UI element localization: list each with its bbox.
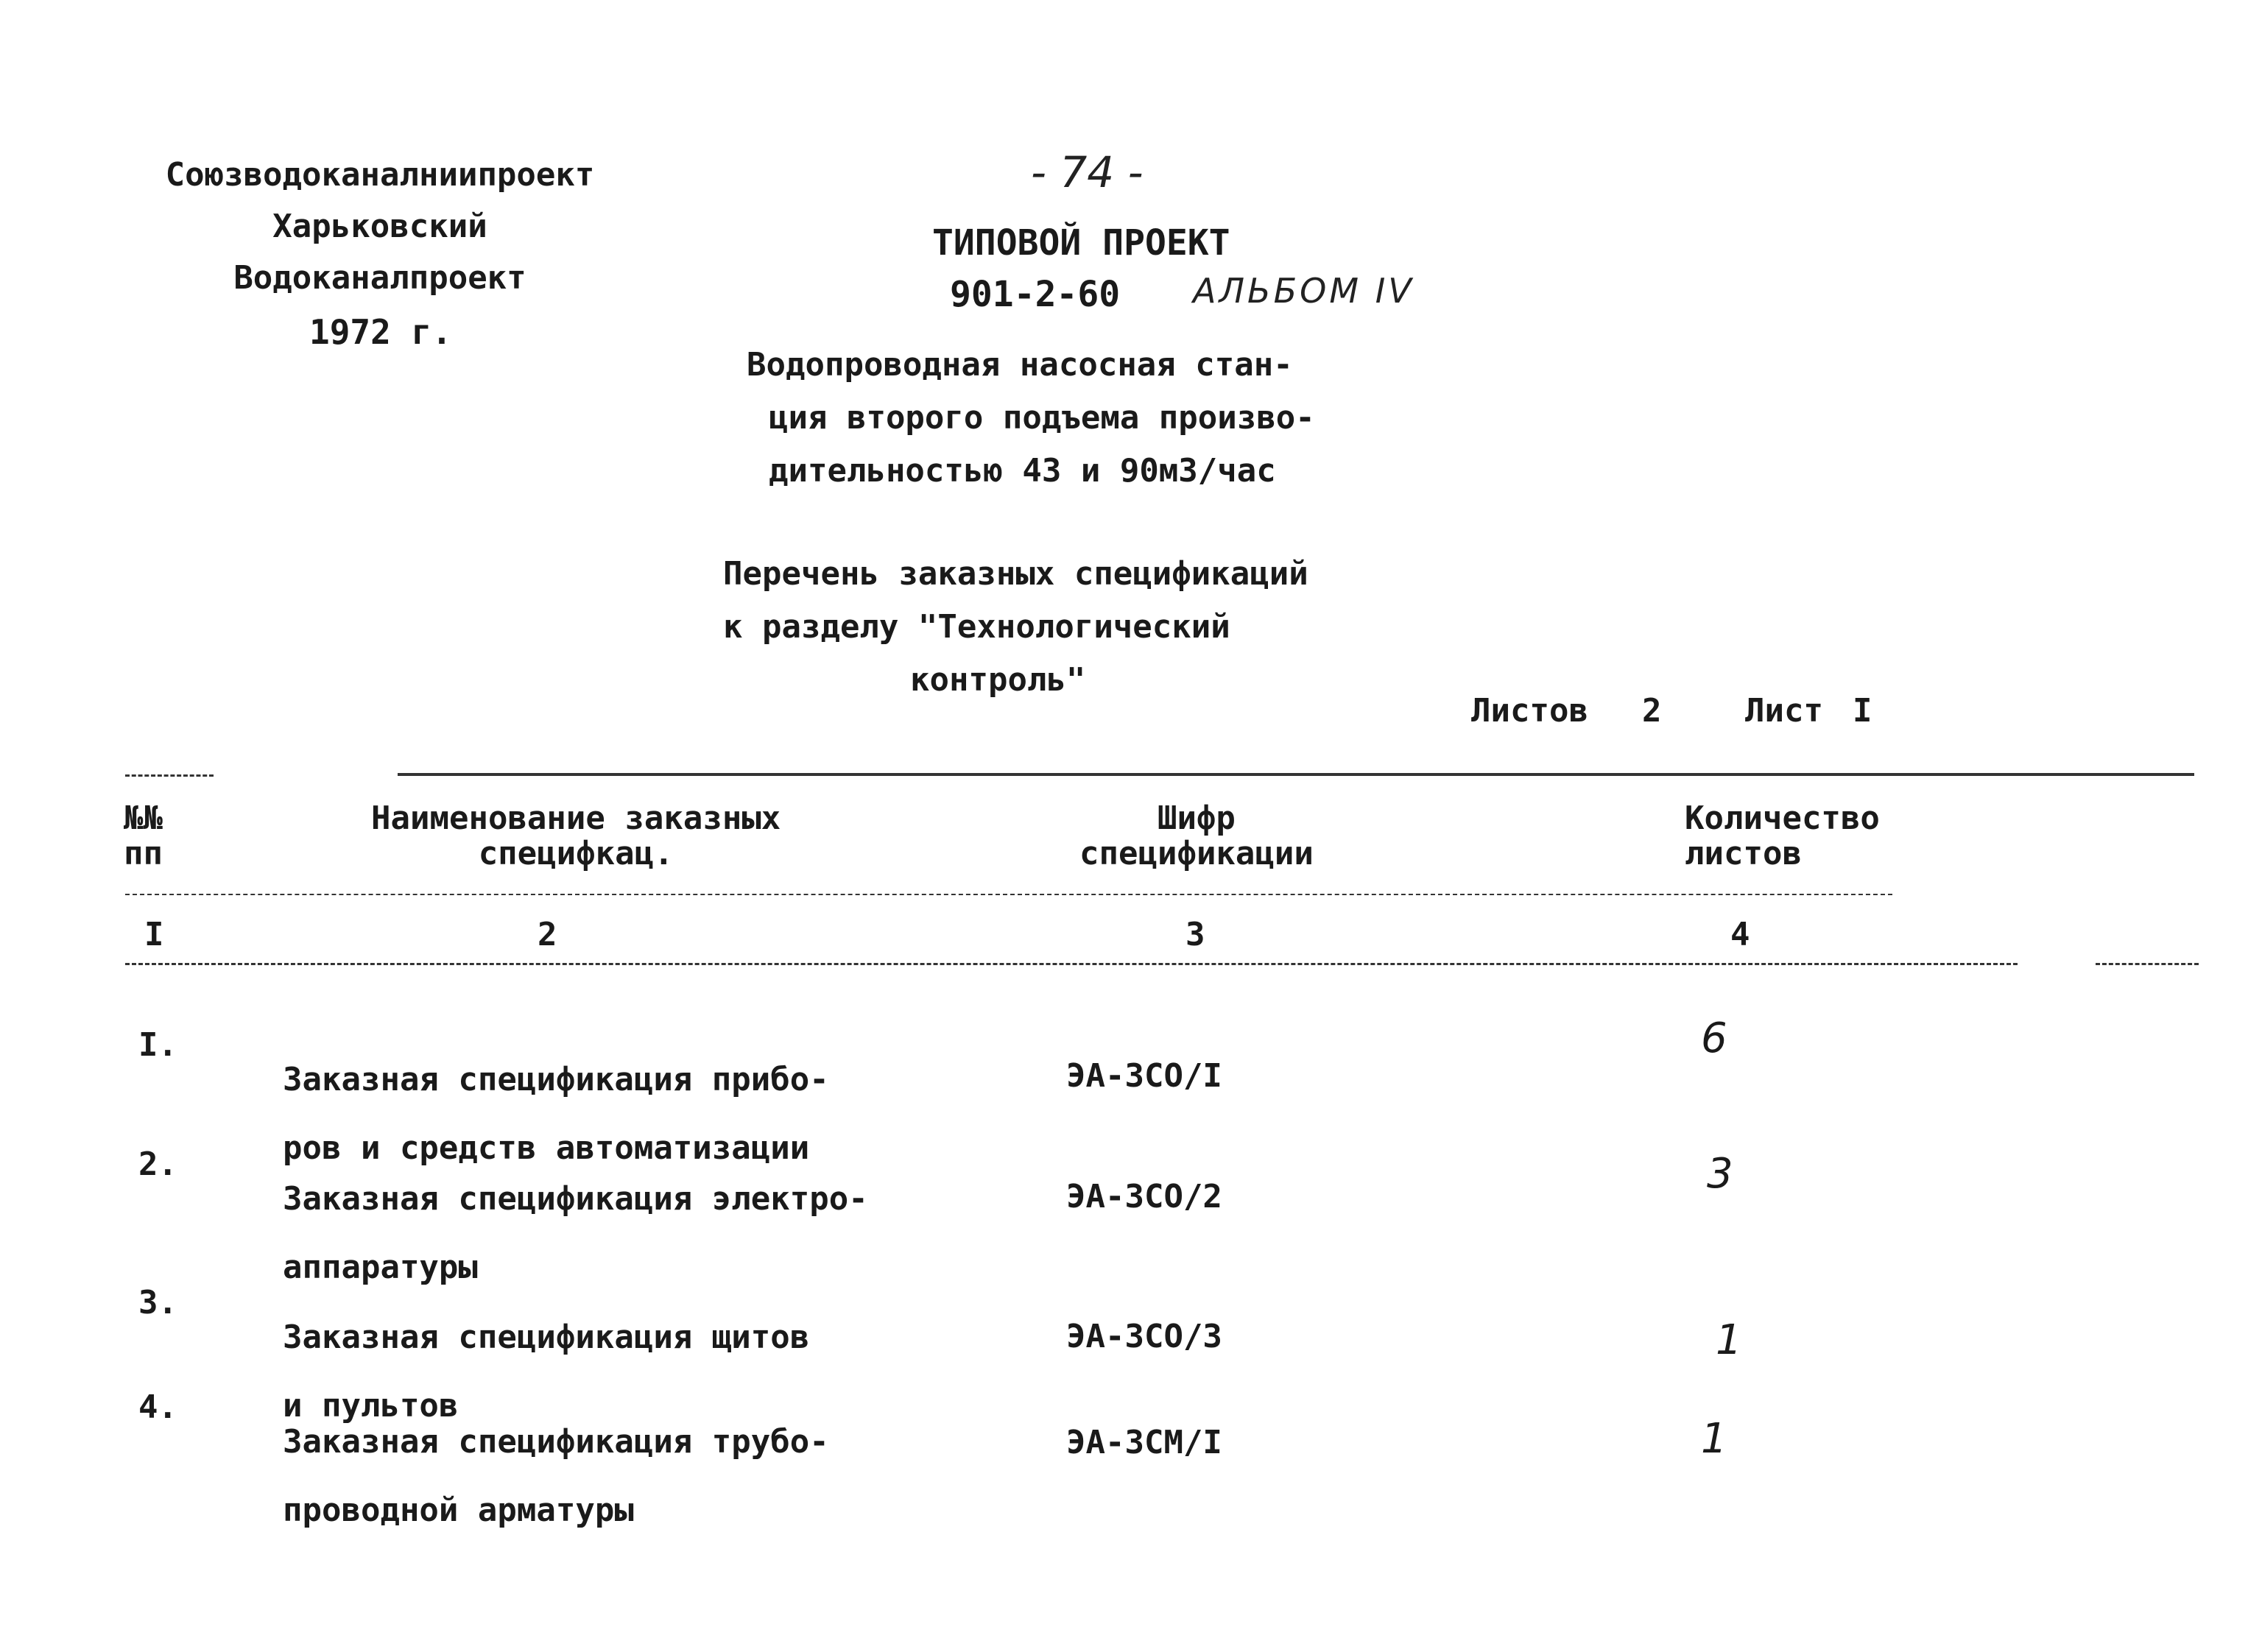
org-branch: Харьковский (272, 208, 487, 245)
row-number: 2. (138, 1146, 177, 1183)
table-top-rule-left (125, 774, 214, 777)
row-name-line1: Заказная спецификация электро- (283, 1180, 868, 1218)
row-code: ЭА-3СО/2 (1066, 1178, 1222, 1215)
project-title-line2: ция второго подъема произво- (769, 399, 1315, 437)
sheet-label: Лист (1745, 692, 1823, 730)
project-title-line1: Водопроводная насосная стан- (747, 346, 1293, 384)
row-number: I. (138, 1026, 177, 1064)
org-name: Союзводоканалниипроект (165, 156, 595, 194)
row-name-line2: проводной арматуры (283, 1491, 634, 1529)
row-code: ЭА-3СО/3 (1066, 1318, 1222, 1355)
list-title-line1: Перечень заказных спецификаций (723, 555, 1308, 593)
col-header-code-l1: Шифр (1157, 799, 1236, 837)
row-code: ЭА-3СМ/I (1066, 1424, 1222, 1461)
col-header-count-l2: листов (1685, 835, 1802, 873)
row-name-line1: Заказная спецификация щитов (283, 1319, 810, 1357)
row-name-line2: аппаратуры (283, 1248, 478, 1286)
row-name-line2: ров и средств автоматизации (283, 1129, 810, 1167)
col-header-code (1079, 801, 1314, 872)
col-number-1: I (144, 916, 164, 953)
header-separator (125, 894, 1892, 895)
row-count: 1 (1716, 1316, 1742, 1364)
column-number-separator (125, 963, 2018, 965)
col-header-name-l1: Наименование заказных (371, 799, 781, 837)
list-title-line2: к разделу "Технологический (723, 608, 1230, 646)
col-header-num (124, 801, 163, 872)
row-count: 3 (1707, 1150, 1733, 1198)
list-title-line3: контроль" (910, 661, 1086, 699)
col-header-num-l1: №№ (124, 799, 163, 837)
col-header-count-l1: Количество (1685, 799, 1880, 837)
sheets-label: Листов (1471, 692, 1588, 730)
org-year: 1972 г. (309, 312, 452, 352)
project-code: 901-2-60 (950, 274, 1121, 315)
row-number: 3. (138, 1284, 177, 1321)
row-name-line1: Заказная спецификация трубо- (283, 1423, 829, 1461)
row-name (283, 1386, 829, 1561)
table-top-rule (398, 773, 2194, 776)
page-number: - 74 - (1031, 147, 1144, 197)
sheets-total: 2 (1642, 692, 1662, 730)
col-header-name (371, 801, 781, 872)
col-number-3: 3 (1185, 916, 1205, 953)
column-number-separator-right (2096, 963, 2199, 965)
project-title-line3: дительностью 43 и 90м3/час (769, 452, 1276, 490)
col-number-2: 2 (538, 916, 557, 953)
row-name-line2: и пультов (283, 1386, 459, 1425)
row-code: ЭА-3СО/I (1066, 1057, 1222, 1095)
col-header-code-l2: спецификации (1079, 835, 1314, 873)
col-header-num-l2: пп (124, 835, 163, 873)
row-count: 1 (1701, 1415, 1727, 1463)
row-count: 6 (1701, 1014, 1727, 1062)
org-institute: Водоканалпроект (233, 259, 526, 297)
row-number: 4. (138, 1388, 177, 1426)
sheet-number: I (1853, 692, 1872, 730)
col-header-count (1685, 801, 1880, 872)
album-label: АЛЬБОМ IV (1193, 271, 1414, 311)
col-number-4: 4 (1730, 916, 1750, 953)
project-type: ТИПОВОЙ ПРОЕКТ (932, 222, 1230, 264)
col-header-name-l2: специфкац. (478, 835, 674, 873)
row-name-line1: Заказная спецификация прибо- (283, 1061, 829, 1099)
